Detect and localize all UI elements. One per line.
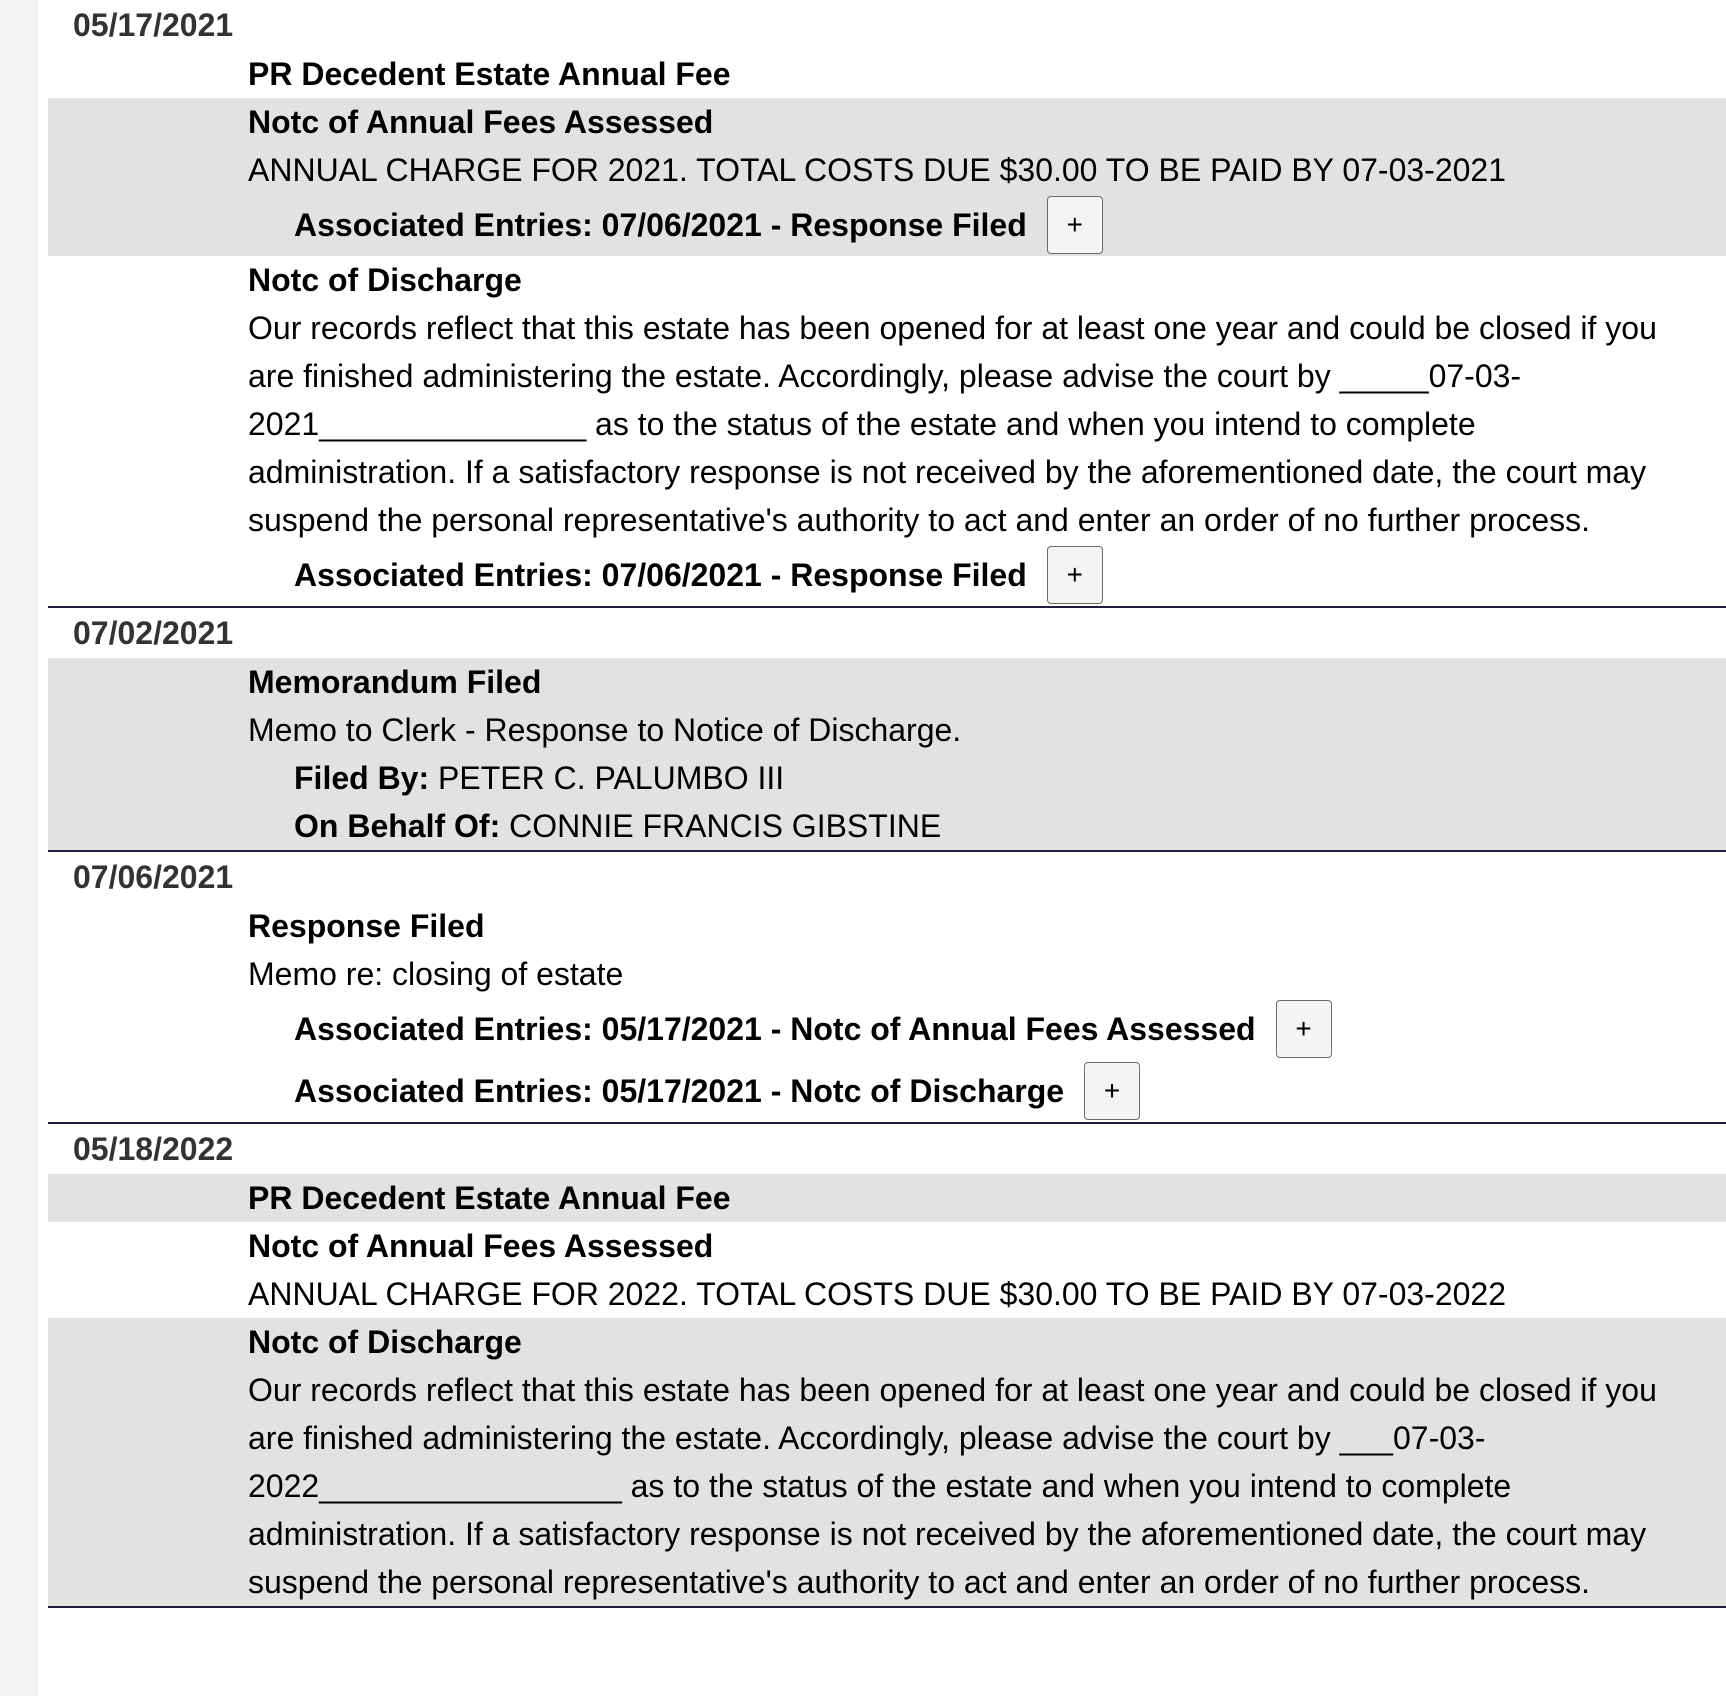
on-behalf-of-value: CONNIE FRANCIS GIBSTINE [509, 808, 942, 844]
docket-date: 05/17/2021 [73, 7, 234, 43]
associated-entries-label: Associated Entries: 07/06/2021 - Response Filed [294, 206, 1027, 243]
entry-title: Memorandum Filed [248, 664, 542, 700]
on-behalf-of-label: On Behalf Of: [294, 808, 501, 844]
docket-entry [48, 902, 1726, 1122]
docket-entry [48, 1174, 1726, 1222]
filed-by-label: Filed By: [294, 760, 430, 796]
entry-title: Notc of Discharge [248, 1324, 522, 1360]
entry-description: ANNUAL CHARGE FOR 2022. TOTAL COSTS DUE $30.00 TO BE PAID BY 07-03-2022 [248, 1276, 1506, 1312]
entry-description: ANNUAL CHARGE FOR 2021. TOTAL COSTS DUE $30.00 TO BE PAID BY 07-03-2021 [248, 152, 1506, 188]
docket-date: 07/02/2021 [73, 615, 234, 651]
docket-entry [48, 98, 1726, 256]
associated-entries [248, 1060, 1696, 1122]
entry-title: Response Filed [248, 908, 485, 944]
docket-list [48, 0, 1726, 1608]
entry-description: Our records reflect that this estate has been opened for at least one year and could be closed if you are finished administering the estate. Accordingly, please advise the court by ___07-03-2022_________________ as to the status of the estate and when you intend to complete administration. If a satisfactory response is not received by the aforementioned date, the court may suspend the personal representative's authority to act and enter an order of no further process. [248, 1372, 1657, 1600]
entry-title: PR Decedent Estate Annual Fee [248, 1180, 731, 1216]
docket-entry [48, 256, 1726, 606]
docket-date: 07/06/2021 [73, 859, 234, 895]
filed-by [248, 754, 1696, 802]
entry-description: Our records reflect that this estate has been opened for at least one year and could be closed if you are finished administering the estate. Accordingly, please advise the court by _____07-03-2021_______________ as to the status of the estate and when you intend to complete administration. If a satisfactory response is not received by the aforementioned date, the court may suspend the personal representative's authority to act and enter an order of no further process. [248, 310, 1657, 538]
on-behalf-of [248, 802, 1696, 850]
docket-entry [48, 1222, 1726, 1318]
docket-entry [48, 50, 1726, 98]
expand-button[interactable]: + [1047, 546, 1103, 604]
entry-description: Memo to Clerk - Response to Notice of Discharge. [248, 712, 962, 748]
docket-entry [48, 658, 1726, 850]
docket-date: 05/18/2022 [73, 1131, 234, 1167]
associated-entries-label: Associated Entries: 05/17/2021 - Notc of Discharge [294, 1072, 1065, 1109]
entry-title: Notc of Discharge [248, 262, 522, 298]
associated-entries-label: Associated Entries: 05/17/2021 - Notc of Annual Fees Assessed [294, 1010, 1256, 1047]
associated-entries-label: Associated Entries: 07/06/2021 - Response Filed [294, 556, 1027, 593]
docket-day [48, 1124, 1726, 1608]
docket-day [48, 852, 1726, 1124]
entry-title: Notc of Annual Fees Assessed [248, 104, 714, 140]
entry-description: Memo re: closing of estate [248, 956, 624, 992]
entry-title: Notc of Annual Fees Assessed [248, 1228, 714, 1264]
expand-button[interactable]: + [1047, 196, 1103, 254]
associated-entries [248, 544, 1696, 606]
docket-day [48, 0, 1726, 608]
entry-title: PR Decedent Estate Annual Fee [248, 56, 731, 92]
expand-button[interactable]: + [1276, 1000, 1332, 1058]
expand-button[interactable]: + [1084, 1062, 1140, 1120]
docket-entry [48, 1318, 1726, 1606]
filed-by-value: PETER C. PALUMBO III [438, 760, 785, 796]
associated-entries [248, 194, 1696, 256]
docket-day [48, 608, 1726, 852]
associated-entries [248, 998, 1696, 1060]
left-margin-strip [0, 0, 38, 1696]
